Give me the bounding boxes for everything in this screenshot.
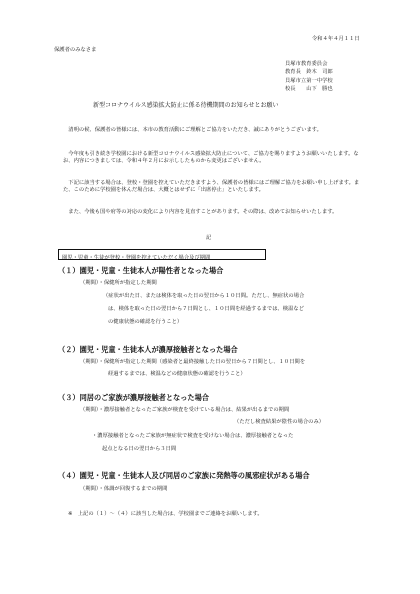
section-line: の健康状態の確認を行うこと） [108,319,183,325]
date: 令和４年４月１１日 [312,36,360,42]
section-line: （期間）・保健所が指定した期間（感染者と最終接触した日の翌日から７日間とし、１０日間を [80,359,306,365]
section-heading: （１）園児・児童・生徒本人が陽性者となった場合 [58,266,224,275]
section-heading: （４）園児・児童・生徒本人及び同居のご家族に発熱等の風邪症状がある場合 [58,471,310,480]
sender-superintendent: 教育長 鈴木 司郎 [285,69,333,75]
document-title: 新型コロナウイルス感染拡大防止に係る待機期間のお知らせとお願い [93,102,279,109]
intro-paragraph: 今年度も引き続き学校園における新型コロナウイルス感染拡大防止について、ご協力を賜りますようお願いいたします。なお、内容につきましては、令和４年２月にお示ししたものから変更はございません。 [63,151,359,165]
section-line: （期間）・保健所が指定した期間 [80,280,157,286]
section-heading: （３）同居のご家族が濃厚接触者となった場合 [58,393,209,402]
sender-principal: 校長 山下 勝也 [285,86,333,92]
scope-box [58,249,266,260]
section-line: （症状が出た日、または検体を取った日の翌日から１０日間。ただし、無症状の場合 [103,293,305,299]
section-line: は、検体を取った日の翌日から７日間とし、１０日間を経過するまでは、検温など [108,306,304,312]
section-line: ・濃厚接触者となったご家族が無症状で検査を受けない場合は、濃厚接触者となった [92,433,294,439]
section-line: 経過するまでは、検温などの健康状態の確認を行うこと） [108,371,246,377]
ki-marker: 記 [206,235,212,241]
section-heading: （２）園児・児童・生徒本人が濃厚接触者となった場合 [58,345,238,354]
section-line: （期間）・濃厚接触者となったご家族が検査を受けている場合は、結果が出るまでの期間 [80,407,290,413]
section-line: 起点となる日の翌日から３日間 [102,446,177,452]
recipient: 保護者のみなさま [54,47,97,53]
section-line: （ただし検査結果が陰性の場合のみ） [234,419,325,425]
intro-paragraph: 清明の候、保護者の皆様には、本市の教育活動にご理解とご協力をいただき、誠にありがとうございます。 [63,127,322,133]
intro-paragraph: 下記に該当する場合は、登校・登園を控えていただきますよう、保護者の皆様にはご理解ご協力をお願い申し上げます。また、このために学校園を休んだ場合は、大概とはせずに「出席停止」といたします。 [63,180,360,194]
sender-org: 貝塚市教育委員会 [285,61,328,67]
sender-school: 貝塚市立第一中学校 [285,78,333,84]
section-line: （期間）・体調が回復するまでの期間 [80,486,168,492]
intro-paragraph: また、今後も国や府等の対応の変化により内容を見直すことがあります。その際は、改めてお知らせいたします。 [63,209,338,215]
scope-box-label: 園児・児童・生徒が登校・登園を控えていただく場合及び期間 [62,254,211,261]
footnote: ※ 上記の（１）～（４）に該当した場合は、学校園までご連絡をお願いします。 [68,511,263,517]
